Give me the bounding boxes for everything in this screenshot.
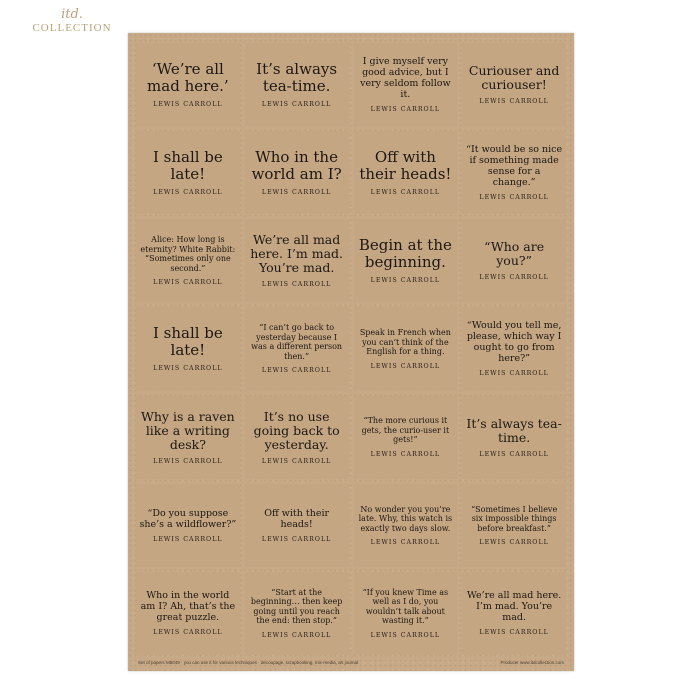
quote-author: LEWIS CARROLL: [153, 189, 223, 197]
quote-label: [245, 484, 349, 567]
quote-label: [245, 396, 349, 479]
quote-author: LEWIS CARROLL: [479, 274, 549, 282]
quote-author: LEWIS CARROLL: [153, 365, 223, 373]
quote-label: [462, 484, 566, 567]
quote-label: [354, 307, 458, 390]
quote-text: Off with their heads!: [359, 148, 452, 184]
quote-text: Speak in French when you can’t think of the English for a thing.: [359, 328, 451, 357]
quote-text: “Who are you?”: [484, 239, 545, 269]
quote-author: LEWIS CARROLL: [261, 367, 332, 375]
quote-author: LEWIS CARROLL: [370, 450, 441, 458]
quote-label: [462, 572, 566, 655]
quote-author: LEWIS CARROLL: [370, 539, 441, 547]
quote-text: “Do you suppose she’s a wildflower?”: [139, 507, 237, 530]
quote-text: ‘We’re all mad here.’: [147, 60, 229, 96]
quote-author: LEWIS CARROLL: [153, 279, 223, 287]
quote-label: [245, 572, 349, 655]
quote-label: [462, 43, 566, 126]
quote-text: Begin at the beginning.: [358, 236, 452, 272]
logo-line-2: COLLECTION: [32, 22, 112, 34]
quote-author: LEWIS CARROLL: [370, 362, 441, 370]
quote-text: “If you knew Time as well as I do, you wouldn’t talk about wasting it.”: [362, 587, 449, 626]
quote-text: I give myself very good advice, but I very seldom follow it.: [360, 56, 451, 101]
quote-label: [462, 131, 566, 214]
quote-label: [136, 43, 240, 126]
quote-author: LEWIS CARROLL: [261, 101, 332, 109]
quote-author: LEWIS CARROLL: [370, 277, 441, 285]
quote-text: “It would be so nice if something made sense for a change.”: [466, 144, 563, 189]
footer-producer: Producer www.itdcollection.com: [500, 660, 564, 665]
quote-text: We’re all mad here. I’m mad. You’re mad.: [250, 232, 344, 276]
quote-author: LEWIS CARROLL: [370, 631, 441, 639]
quote-author: LEWIS CARROLL: [479, 98, 549, 106]
logo-line-1: itd.: [61, 7, 83, 22]
quote-label: [354, 396, 458, 479]
quote-label: [136, 396, 240, 479]
quote-author: LEWIS CARROLL: [479, 370, 549, 378]
quote-text: Curiouser and curiouser!: [468, 63, 560, 93]
quote-text: Who in the world am I? Ah, that’s the great puzzle.: [140, 590, 236, 624]
quote-text: “Would you tell me, please, which way I ought to go from here?”: [466, 320, 562, 365]
quote-label: [354, 572, 458, 655]
quote-author: LEWIS CARROLL: [153, 101, 223, 109]
quote-text: It’s no use going back to yesterday.: [253, 408, 340, 452]
quote-text: Alice: How long is eternity? White Rabbit: “Sometimes only one second.”: [140, 235, 236, 273]
quote-author: LEWIS CARROLL: [261, 631, 332, 639]
quote-text: I shall be late!: [152, 324, 223, 360]
quote-label: [136, 572, 240, 655]
quote-label: [245, 43, 349, 126]
quote-label: [354, 484, 458, 567]
quote-text: No wonder you you’re late. Why, this watch is exactly two days slow.: [358, 504, 453, 533]
quote-label: [136, 219, 240, 302]
quote-author: LEWIS CARROLL: [261, 535, 332, 543]
quote-label: [462, 219, 566, 302]
quote-text: We’re all mad here. I’m mad. You’re mad.: [466, 590, 562, 624]
quote-author: LEWIS CARROLL: [261, 281, 332, 289]
quote-text: “I can’t go back to yesterday because I was a different person then.”: [251, 323, 343, 361]
quote-label: [354, 219, 458, 302]
quote-label: [245, 219, 349, 302]
footer-set-info: Set of papers M5049 · you can use it for various techniques · decoupage, scrapbooking, mix-media, art journal: [138, 660, 359, 665]
quote-text: It’s always tea-time.: [466, 415, 562, 445]
quote-text: Who in the world am I?: [251, 148, 342, 184]
quote-text: “Sometimes I believe six impossible things before breakfast.”: [471, 504, 558, 533]
quote-label: [462, 307, 566, 390]
quote-text: I shall be late!: [152, 148, 223, 184]
quote-label: [136, 131, 240, 214]
quote-text: “The more curious it gets, the curio-user it gets!”: [361, 416, 450, 445]
quote-author: LEWIS CARROLL: [479, 629, 549, 637]
quote-label: [245, 131, 349, 214]
quote-author: LEWIS CARROLL: [153, 629, 223, 637]
quote-author: LEWIS CARROLL: [479, 194, 549, 202]
quote-author: LEWIS CARROLL: [479, 450, 549, 458]
quote-author: LEWIS CARROLL: [479, 539, 549, 547]
quote-text: Why is a raven like a writing desk?: [141, 408, 235, 452]
label-grid: [136, 43, 566, 655]
quote-text: “Start at the beginning… then keep going until you reach the end: then stop.”: [250, 587, 343, 626]
brand-logo: [14, 8, 130, 48]
quote-author: LEWIS CARROLL: [261, 189, 332, 197]
sheet-footer: [138, 660, 564, 668]
quote-author: LEWIS CARROLL: [153, 457, 223, 465]
quote-author: LEWIS CARROLL: [153, 535, 223, 543]
quote-label: [462, 396, 566, 479]
quote-author: LEWIS CARROLL: [370, 189, 441, 197]
quote-label: [136, 307, 240, 390]
quote-text: It’s always tea-time.: [256, 60, 338, 96]
quote-label: [354, 43, 458, 126]
quote-label: [354, 131, 458, 214]
quote-author: LEWIS CARROLL: [261, 457, 332, 465]
quote-author: LEWIS CARROLL: [370, 106, 441, 114]
quote-label: [136, 484, 240, 567]
kraft-paper-sheet: [128, 33, 574, 671]
quote-text: Off with their heads!: [264, 507, 330, 530]
quote-label: [245, 307, 349, 390]
